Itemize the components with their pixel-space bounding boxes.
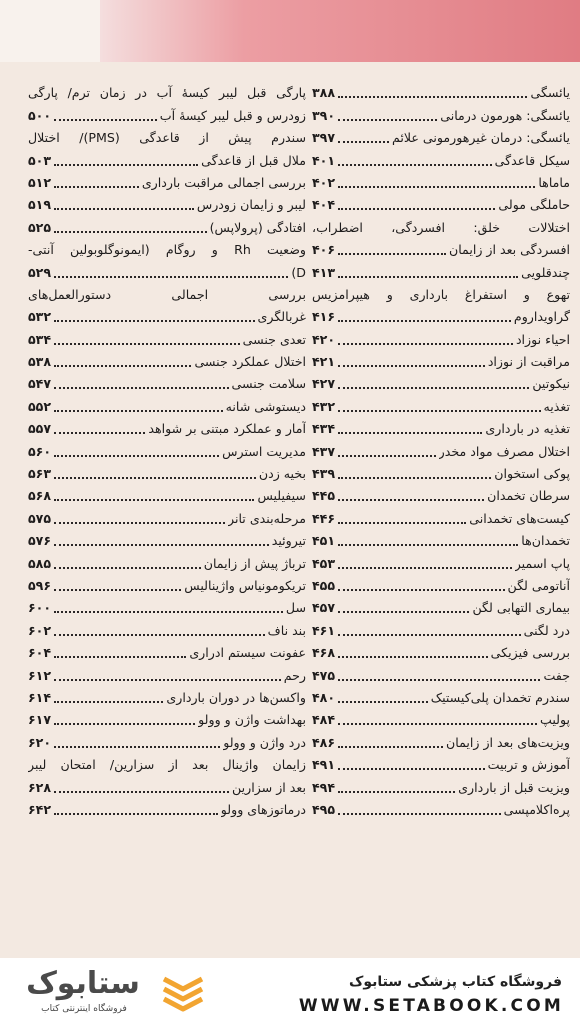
- toc-entry-title: تخمدان‌ها: [521, 533, 570, 549]
- toc-entry-title: کیست‌های تخمدانی: [469, 510, 570, 526]
- toc-entry-page: ۴۶۸: [312, 645, 336, 661]
- toc-entry: [312, 463, 570, 485]
- dot-leader: [338, 791, 455, 793]
- toc-entry-page: ۴۹۴: [312, 779, 336, 795]
- toc-entry: [312, 82, 570, 104]
- toc-entry-title: سندرم تخمدان پلی‌کیستیک: [430, 689, 570, 705]
- toc-left-column: [28, 82, 306, 821]
- toc-entry-title: بند ناف: [267, 622, 306, 638]
- toc-entry-title: ملال قبل از قاعدگی: [201, 152, 306, 168]
- toc-entry-title: جفت: [543, 667, 570, 683]
- store-url[interactable]: WWW.SETABOOK.COM: [298, 996, 564, 1016]
- toc-entry-page: ۴۹۵: [312, 801, 336, 817]
- toc-entry: [28, 82, 306, 104]
- toc-entry: [312, 485, 570, 507]
- toc-entry: [312, 216, 570, 238]
- toc-entry-title: سیفیلیس: [257, 488, 306, 504]
- toc-entry: [28, 261, 306, 283]
- toc-entry-title: اختلال مصرف مواد مخدر: [438, 443, 570, 459]
- toc-entry: [312, 172, 570, 194]
- toc-entry-page: ۴۵۵: [312, 577, 336, 593]
- toc-entry-page: ۶۱۴: [28, 689, 52, 705]
- toc-entry-title: گراویداروم: [513, 309, 570, 325]
- dot-leader: [54, 791, 229, 793]
- toc-entry-title: ماماها: [538, 174, 570, 190]
- toc-entry-page: ۵۲۵: [28, 219, 52, 235]
- toc-entry-page: ۴۰۱: [312, 152, 336, 168]
- toc-entry-page: ۴۲۱: [312, 354, 336, 370]
- toc-entry: [28, 597, 306, 619]
- toc-entry: [28, 284, 306, 306]
- toc-entry-title: زودرس و قبل لیبر کیسهٔ آب: [159, 107, 306, 123]
- toc-entry-title: بررسی فیزیکی: [490, 645, 570, 661]
- dot-leader: [338, 208, 495, 210]
- dot-leader: [338, 522, 466, 524]
- toc-entry-page: ۵۵۷: [28, 421, 52, 437]
- toc-entry-title: افسردگی بعد از زایمان: [448, 242, 570, 258]
- toc-entry: [28, 306, 306, 328]
- book-stack-icon: [160, 973, 206, 1013]
- dot-leader: [54, 410, 223, 412]
- toc-entry-page: ۴۳۲: [312, 398, 336, 414]
- toc-entry-page: ۴۵۱: [312, 533, 336, 549]
- dot-leader: [338, 544, 518, 546]
- toc-entry-title: پره‌اکلامپسی: [503, 801, 570, 817]
- toc-entry: [28, 642, 306, 664]
- dot-leader: [54, 544, 269, 546]
- toc-entry-title: یائسگی: درمان غیرهورمونی علائم: [391, 130, 570, 146]
- header-band: [0, 0, 580, 62]
- toc-entry: [28, 709, 306, 731]
- toc-entry-title: تغذیه در بارداری: [485, 421, 570, 437]
- toc-entry: [28, 328, 306, 350]
- toc-entry-page: ۴۴۵: [312, 488, 336, 504]
- dot-leader: [338, 410, 540, 412]
- toc-entry: [28, 687, 306, 709]
- toc-entry-title: لیبر و زایمان زودرس: [196, 197, 306, 213]
- toc-entry-page: ۵۵۲: [28, 398, 52, 414]
- toc-entry-title: یائسگی: هورمون درمانی: [440, 107, 570, 123]
- toc-entry-title: درماتوزهای وولو: [220, 801, 306, 817]
- toc-entry-page: ۶۰۴: [28, 645, 52, 661]
- header-pale-area: [0, 0, 100, 62]
- toc-entry-page: ۴۳۹: [312, 466, 336, 482]
- toc-entry: [28, 530, 306, 552]
- toc-entry: [312, 597, 570, 619]
- dot-leader: [338, 164, 492, 166]
- store-logo-subtitle: فروشگاه اینترنتی کتاب: [41, 1004, 127, 1014]
- toc-entry-page: ۴۹۱: [312, 757, 336, 773]
- toc-entry: [312, 373, 570, 395]
- toc-entry-page: ۵۳۴: [28, 331, 52, 347]
- toc-entry-page: ۵۳۸: [28, 354, 52, 370]
- toc-entry-title: مراقبت از نوزاد: [487, 354, 570, 370]
- toc-entry-title: رحم: [283, 667, 306, 683]
- toc-entry-title: چندقلویی: [521, 264, 570, 280]
- dot-leader: [54, 231, 207, 233]
- toc-entry-page: ۵۰۳: [28, 152, 52, 168]
- dot-leader: [54, 611, 283, 613]
- toc-entry-page: ۴۲۰: [312, 331, 336, 347]
- toc-entry-title: مدیریت استرس: [222, 443, 306, 459]
- dot-leader: [338, 96, 527, 98]
- toc-entry-title: بعد از سزارین: [232, 779, 306, 795]
- toc-entry-page: ۵۶۰: [28, 443, 52, 459]
- dot-leader: [338, 432, 482, 434]
- toc-entry: [312, 776, 570, 798]
- toc-entry: [312, 194, 570, 216]
- header-accent-bar: [100, 0, 580, 62]
- toc-entry-title: تعدی جنسی: [242, 331, 306, 347]
- toc-entry-title: سندرم پیش از قاعدگی (PMS)/ اختلال: [28, 130, 306, 146]
- toc-entry-title: سل: [285, 600, 306, 616]
- toc-entry: [28, 799, 306, 821]
- toc-entry-title: سرطان تخمدان: [487, 488, 570, 504]
- toc-entry-page: ۳۸۸: [312, 85, 336, 101]
- toc-entry-page: ۵۶۳: [28, 466, 52, 482]
- toc-entry-page: ۵۲۹: [28, 264, 52, 280]
- toc-entry-title: درد واژن و وولو: [223, 734, 306, 750]
- store-name: فروشگاه کتاب پزشکی ستابوک: [349, 974, 562, 990]
- toc-entry-title: عفونت سیستم ادراری: [189, 645, 306, 661]
- toc-entry: [28, 149, 306, 171]
- toc-entry-title: ترباژ پیش از زایمان: [203, 555, 306, 571]
- toc-entry-page: ۴۵۳: [312, 555, 336, 571]
- dot-leader: [338, 589, 504, 591]
- toc-entry: [28, 351, 306, 373]
- toc-entry: [312, 351, 570, 373]
- dot-leader: [54, 276, 288, 278]
- toc-entry: [28, 485, 306, 507]
- dot-leader: [338, 679, 540, 681]
- toc-entry-page: ۵۱۹: [28, 197, 52, 213]
- toc-entry: [312, 575, 570, 597]
- toc-entry-title: نیکوتین: [532, 376, 570, 392]
- toc-entry-page: ۵۹۶: [28, 577, 52, 593]
- dot-leader: [338, 141, 389, 143]
- toc-entry-page: ۳۹۰: [312, 107, 336, 123]
- toc-entry-title: تیروئید: [271, 533, 306, 549]
- toc-entry-page: ۴۸۶: [312, 734, 336, 750]
- toc-entry: [312, 239, 570, 261]
- toc-entry: [312, 306, 570, 328]
- toc-entry-page: ۴۰۶: [312, 242, 336, 258]
- dot-leader: [338, 387, 529, 389]
- dot-leader: [338, 276, 518, 278]
- dot-leader: [338, 768, 485, 770]
- dot-leader: [338, 701, 428, 703]
- toc-entry: [28, 373, 306, 395]
- toc-entry-page: ۵۶۸: [28, 488, 52, 504]
- toc-entry: [28, 754, 306, 776]
- toc-right-column: [312, 82, 570, 821]
- toc-entry: [28, 463, 306, 485]
- toc-entry-title: مرحله‌بندی تانر: [228, 510, 306, 526]
- toc-entry-page: ۴۴۶: [312, 510, 336, 526]
- toc-entry-title: پوکی استخوان: [494, 466, 570, 482]
- toc-entry-title: وضعیت Rh و روگام (ایمونوگلوبولین آنتی-: [28, 242, 306, 258]
- toc-entry-title: سلامت جنسی: [231, 376, 306, 392]
- dot-leader: [54, 656, 186, 658]
- dot-leader: [338, 320, 511, 322]
- toc-entry-page: ۶۰۲: [28, 622, 52, 638]
- dot-leader: [54, 813, 218, 815]
- toc-entry: [28, 104, 306, 126]
- toc-entry-title: آموزش و تربیت: [487, 757, 570, 773]
- dot-leader: [338, 119, 437, 121]
- toc-entry: [28, 776, 306, 798]
- dot-leader: [54, 567, 201, 569]
- toc-entry: [312, 104, 570, 126]
- toc-entry: [312, 440, 570, 462]
- dot-leader: [338, 455, 436, 457]
- dot-leader: [54, 679, 281, 681]
- toc-entry-title: ویزیت‌های بعد از زایمان: [446, 734, 570, 750]
- toc-entry: [312, 284, 570, 306]
- toc-entry-page: ۵۷۶: [28, 533, 52, 549]
- toc-entry: [28, 575, 306, 597]
- toc-entry-title: زایمان واژینال بعد از سزارین/ امتحان لیبر: [28, 757, 306, 773]
- toc-entry-title: اختلال عملکرد جنسی: [194, 354, 306, 370]
- dot-leader: [54, 432, 145, 434]
- toc-entry-title: آمار و عملکرد مبتنی بر شواهد: [148, 421, 306, 437]
- toc-entry: [312, 418, 570, 440]
- toc-entry-page: ۵۳۲: [28, 309, 52, 325]
- toc-entry-title: آناتومی لگن: [507, 577, 570, 593]
- dot-leader: [54, 723, 195, 725]
- dot-leader: [54, 522, 225, 524]
- toc-entry-title: احیاء نوزاد: [515, 331, 570, 347]
- toc-entry-title: بهداشت واژن و وولو: [198, 712, 306, 728]
- toc-entry-title: افتادگی (پرولاپس): [209, 219, 306, 235]
- dot-leader: [338, 813, 501, 815]
- dot-leader: [338, 365, 485, 367]
- toc-entry-page: ۵۴۷: [28, 376, 52, 392]
- toc-entry-page: ۳۹۷: [312, 130, 336, 146]
- toc-entry-page: ۶۴۲: [28, 801, 52, 817]
- toc-entry-title: اختلالات خلق: افسردگی، اضطراب،: [312, 219, 570, 235]
- toc-entry: [28, 239, 306, 261]
- toc-entry-page: ۴۱۶: [312, 309, 336, 325]
- toc-entry: [312, 552, 570, 574]
- toc-entry: [312, 731, 570, 753]
- dot-leader: [338, 253, 446, 255]
- dot-leader: [54, 208, 194, 210]
- toc-entry-page: ۵۷۵: [28, 510, 52, 526]
- toc-entry: [312, 507, 570, 529]
- dot-leader: [54, 746, 220, 748]
- toc-entry-page: ۵۱۲: [28, 174, 52, 190]
- toc-entry-title: دیستوشی شانه: [225, 398, 306, 414]
- toc-entry: [312, 687, 570, 709]
- toc-entry-title: حاملگی مولی: [498, 197, 570, 213]
- toc-entry-title: پارگی قبل لیبر کیسهٔ آب در زمان ترم/ پارگی: [28, 85, 306, 101]
- toc-entry-title: بخیه زدن: [258, 466, 306, 482]
- toc-entry-page: ۵۰۰: [28, 107, 52, 123]
- toc-entry: [28, 395, 306, 417]
- toc-entry-title: بررسی اجمالی دستورالعمل‌های: [28, 286, 306, 302]
- toc-entry-page: ۴۷۵: [312, 667, 336, 683]
- toc-entry: [28, 731, 306, 753]
- toc-entry: [312, 530, 570, 552]
- toc-entry: [28, 664, 306, 686]
- toc-entry: [28, 440, 306, 462]
- toc-entry: [28, 216, 306, 238]
- toc-entry-page: ۴۸۰: [312, 689, 336, 705]
- dot-leader: [338, 499, 484, 501]
- toc-entry-page: ۴۶۱: [312, 622, 336, 638]
- toc-entry-page: ۶۲۸: [28, 779, 52, 795]
- toc-entry-title: بررسی اجمالی مراقبت بارداری: [141, 174, 306, 190]
- toc-entry-page: ۵۸۵: [28, 555, 52, 571]
- dot-leader: [54, 387, 228, 389]
- dot-leader: [338, 477, 491, 479]
- toc-entry: [312, 395, 570, 417]
- dot-leader: [338, 634, 521, 636]
- toc-entry-title: D): [291, 264, 306, 280]
- toc-entry: [312, 328, 570, 350]
- dot-leader: [54, 343, 240, 345]
- toc-entry: [312, 754, 570, 776]
- toc-entry: [312, 261, 570, 283]
- toc-entry: [28, 172, 306, 194]
- toc-entry: [312, 149, 570, 171]
- dot-leader: [54, 186, 139, 188]
- toc-entry: [28, 418, 306, 440]
- dot-leader: [54, 119, 157, 121]
- dot-leader: [54, 365, 191, 367]
- dot-leader: [338, 186, 535, 188]
- toc-entry: [28, 127, 306, 149]
- toc-entry-page: ۶۱۷: [28, 712, 52, 728]
- toc-entry: [28, 619, 306, 641]
- toc-entry-page: ۴۰۲: [312, 174, 336, 190]
- toc-entry-title: یائسگی: [530, 85, 570, 101]
- dot-leader: [338, 723, 537, 725]
- toc-entry-title: ویزیت قبل از بارداری: [458, 779, 570, 795]
- dot-leader: [338, 656, 488, 658]
- toc-entry-page: ۴۲۷: [312, 376, 336, 392]
- dot-leader: [54, 634, 265, 636]
- toc-entry-page: ۶۱۲: [28, 667, 52, 683]
- toc-entry-page: ۴۸۴: [312, 712, 336, 728]
- toc-entry-page: ۴۳۴: [312, 421, 336, 437]
- toc-entry: [28, 194, 306, 216]
- toc-entry-title: درد لگنی: [523, 622, 570, 638]
- dot-leader: [338, 567, 512, 569]
- dot-leader: [54, 589, 181, 591]
- toc-entry-page: ۶۰۰: [28, 600, 52, 616]
- dot-leader: [338, 611, 469, 613]
- dot-leader: [54, 455, 219, 457]
- toc-entry-title: تریکومونیاس واژینالیس: [184, 577, 306, 593]
- toc-entry-page: ۴۳۷: [312, 443, 336, 459]
- toc-entry-title: واکسن‌ها در دوران بارداری: [166, 689, 306, 705]
- toc-entry-title: پاپ اسمیر: [514, 555, 570, 571]
- toc-entry-title: بیماری التهابی لگن: [472, 600, 570, 616]
- toc-entry: [28, 507, 306, 529]
- toc-entry: [312, 642, 570, 664]
- dot-leader: [54, 701, 163, 703]
- toc-entry: [312, 799, 570, 821]
- toc-entry: [28, 552, 306, 574]
- toc-entry-title: غربالگری: [257, 309, 306, 325]
- dot-leader: [338, 343, 513, 345]
- toc-entry-page: ۴۰۴: [312, 197, 336, 213]
- toc-entry-page: ۴۱۳: [312, 264, 336, 280]
- dot-leader: [338, 746, 443, 748]
- toc-entry: [312, 664, 570, 686]
- store-logo-text: ستابوک: [26, 966, 140, 1001]
- toc-entry: [312, 127, 570, 149]
- dot-leader: [54, 164, 198, 166]
- toc-entry: [312, 709, 570, 731]
- dot-leader: [54, 499, 254, 501]
- toc-entry: [312, 619, 570, 641]
- toc-entry-title: تغذیه: [543, 398, 570, 414]
- toc-entry-page: ۶۲۰: [28, 734, 52, 750]
- dot-leader: [54, 477, 256, 479]
- toc-entry-title: پولیپ: [539, 712, 570, 728]
- toc-entry-page: ۴۵۷: [312, 600, 336, 616]
- toc-entry-title: تهوع و استفراغ بارداری و هیپرامزیس: [312, 286, 570, 302]
- toc-entry-title: سیکل قاعدگی: [494, 152, 570, 168]
- dot-leader: [54, 320, 254, 322]
